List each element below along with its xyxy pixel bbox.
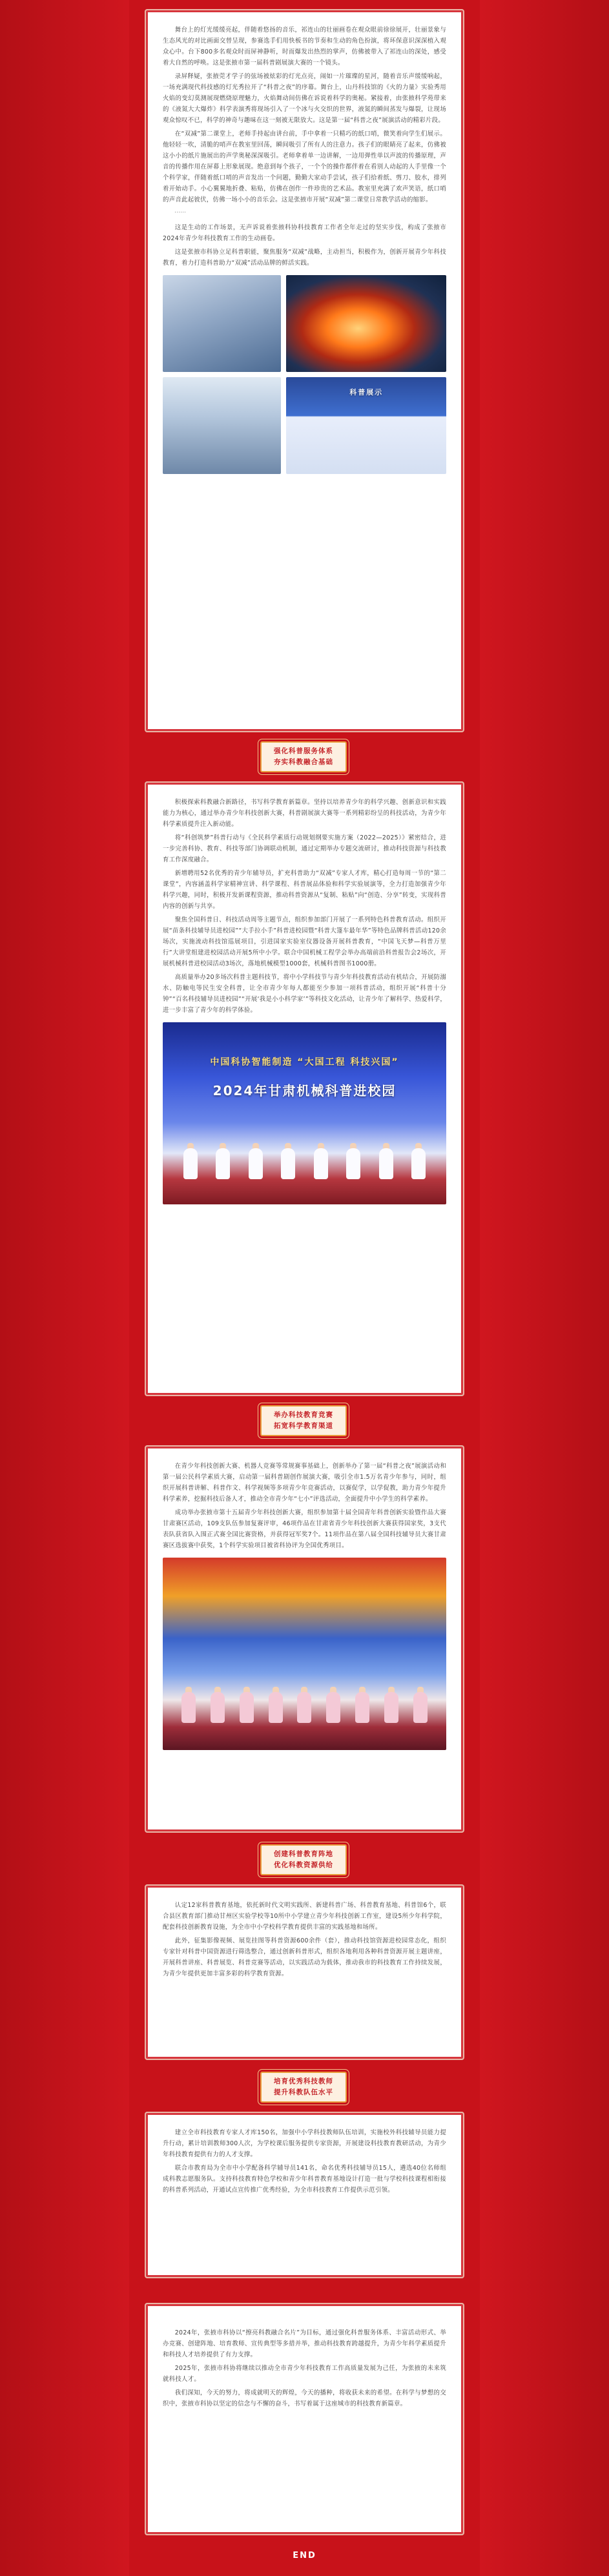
- performer: [314, 1148, 328, 1179]
- body-paragraph: 我们深知，今天的努力，将成就明天的辉煌，今天的播种，将收获未来的希望。在科学与梦想的交织中，张掖市科协以坚定的信念与不懈的奋斗，书写着属于这座城市的科技教育新篇章。: [163, 2389, 446, 2407]
- performer: [249, 1148, 263, 1179]
- body-paragraph: 联合市教育局为全市中小学配备科学辅导员141名，命名优秀科技辅导员15人，遴选40位名师组成科教志愿服务队。支持科技教育特色学校和青少年科普教育基地设计打造一批与学校科技课程相衔接的科普系列活动，开通试点宣传推广优秀经验，为全市科技教育工作提供示范引领。: [163, 2165, 446, 2194]
- performer: [411, 1148, 426, 1179]
- photo-grid: [163, 275, 446, 474]
- photo-banner-top: 中国科协智能制造 “大国工程 科技兴国”: [210, 1056, 399, 1067]
- section-tag-line: 举办科技教育竞赛: [274, 1411, 333, 1419]
- section-tag-line: 优化科教资源供给: [274, 1861, 333, 1869]
- body-paragraph: 2025年，张掖市科协将继续以推动全市青少年科技教育工作高质量发展为己任，为张掖的未来筑就科技人才。: [163, 2365, 446, 2383]
- body-paragraph: 将“科创筑梦”科普行动与《全民科学素质行动规划纲要实施方案（2022—2025）》紧密结合，进一步完善科协、教育、科技等部门协调联动机制，通过定期举办专题交流研讨，推动科技资源与科技教育工作深度融合。: [163, 834, 446, 863]
- performer: [346, 1148, 360, 1179]
- section-tag-2: [260, 1405, 347, 1436]
- performer: [384, 1692, 398, 1723]
- intro-paragraph: 舞台上的灯光缓缓亮起，伴随着悠扬的音乐，祁连山的壮丽画卷在观众眼前徐徐展开，壮丽景象与生态风光的对比画面交替呈现，参赛选手们用快板书的节奏和生动的角色扮演，将环保意识深深植入观众心中。台下800多名观众时而屏神静听，时而爆发出热烈的掌声，仿佛被带入了祁连山的深处，感受着大自然的呼唤。这是张掖市第一届科普剧展演大赛的一个镜头。: [163, 26, 446, 67]
- right-border-decoration: [480, 0, 609, 2576]
- left-border-decoration: [0, 0, 129, 2576]
- section-tag-line: 培育优秀科技教师: [274, 2077, 333, 2085]
- body-paragraph: 在青少年科技创新大赛、机器人竞赛等常规赛事基础上，创新举办了第一届“科普之夜”展演活动和第一届公民科学素质大赛，启动第一届科普剧创作展演大赛，吸引全市1.5万名青少年参与，同时，组织开展科普讲解、科普作文、科学视频等多项青少年竞赛活动，以赛促学，以学促教，助力青少年提升科学素养，挖掘科技后备人才，推动全市青少年“七小”评选活动，全面提升中小学生的科学素养。: [163, 1463, 446, 1503]
- conclusion-card: [145, 2303, 464, 2535]
- section-tag-line: 夯实科教融合基础: [274, 758, 333, 766]
- performer: [281, 1148, 295, 1179]
- performer: [413, 1692, 428, 1723]
- education-base-card: [145, 1884, 464, 2060]
- performer: [355, 1692, 369, 1723]
- body-paragraph: 认定12家科普教育基地，依托新时代文明实践所、新建科普广场、科普教育基地、科普馆6个，联合县区教育部门推动甘州区实验学校等10所中小学建立青少年科技创新工作室，建设5所少年科学院，配套科技创新教育设施，为全市中小学校科学教育提供丰富的实践基地和场所。: [163, 1902, 446, 1931]
- performer: [326, 1692, 340, 1723]
- classroom-photo: [163, 377, 281, 474]
- intro-paragraph: 这是张掖市科协立足科普职能，聚焦服务“双减”战略，主动担当，积极作为，创新开展青少年科技教育，着力打造科普助力“双减”活动品牌的鲜活实践。: [163, 249, 446, 267]
- body-paragraph: 建立全市科技教育专家人才库150名，加强中小学科技教师队伍培训，实施校外科技辅导员能力提升行动，累计培训教师300人次，为学校课后服务提供专家资源，开展建设科技教育教研活动，为青少年科技教育提供有力的人才支撑。: [163, 2129, 446, 2158]
- service-system-card: [145, 781, 464, 1396]
- performers-row: [174, 1692, 435, 1723]
- science-drama-stage-photo: [163, 1558, 446, 1750]
- fire-dragon-photo: [286, 275, 446, 372]
- end-label: END: [293, 2551, 316, 2561]
- body-paragraph: 成功举办张掖市第十五届青少年科技创新大赛，组织参加第十届全国青年科普创新实验暨作品大赛甘肃赛区活动，109支队伍参加复赛评审，46项作品在甘肃省青少年科技创新大赛获得国家奖，3支代表队获省队入围正式赛全国比赛资格，并获得冠军奖7个。11项作品在第八届全国科技辅导员大赛甘肃赛区选拔赛中获奖，1个科学实验项目被省科协评为全国优秀项目。: [163, 1509, 446, 1549]
- performer: [181, 1692, 196, 1723]
- robot-dance-photo: [163, 275, 281, 372]
- ellipsis-text: ……: [174, 208, 186, 214]
- intro-paragraph: 在“双减”第二课堂上，老师手持起由讲台前，手中拿着一只精巧的纸口哨，微笑着向学生们展示。他轻轻一吹，清脆的哨声在教室里回荡，瞬间吸引了所有人的注意力。孩子们的眼睛亮了起来，仿佛被这小小的纸片施展出的声学奥秘深深吸引。老师拿着单一边讲解，一边用弹性单以声波的传播原理，声音的传播作用在屏幕上形象展现。绝意到每个孩子，一个个的操作都伴着在看别人动起的人手里像一个个科学家，伴随着纸口哨的声音发出一个问题，勤勤大家动手尝试，孩子们拾着纸、剪刀、胶水，排列着开始动手。小心翼翼地折叠、粘贴，仿佛在创作一件珍贵的艺术品。教室里充满了欢声笑语，纸口哨的声音此起彼伏，仿佛一场小小的音乐会。这是张掖市开展“双减”第二课堂日常教学活动的缩影。: [163, 130, 446, 203]
- body-paragraph: 新增聘用52名优秀的青少年辅导员，扩充科普助力“双减”专家人才库，精心打造每周一节的“第二课堂”，内容涵盖科学家精神宣讲、科学课程、科普展品体验和科学实验展演等，全力打造加强青少年科学兴趣，同时，积极开发新课程资源，推动科普资源从“复制、粘贴”向“创造、分享”转变，实现科普内容的创新与共享。: [163, 870, 446, 910]
- intro-paragraph: 录屏释疑，张掖莞才学子的弦场被炫彩的灯光点亮，闹如一片璀璨的星河，随着音乐声缓缓响起，一场充满现代科技感的灯光秀拉开了“科普之夜”的序幕。舞台上，山丹科技馆的《火的力量》实验秀用火焰的变幻莫测展现燃烧原理魅力，火焰舞动间仿佛在诉说着科学的奥秘。紧接着，由张掖科学苑带来的《液氮大大爆炸》科学表演秀将现场引入了一个冰与火交织的世界，液氮的瞬间蒸发与爆裂，让现场观众惊叹不已，科学的神奇与趣味在这一刻被无限放大。这是第一届“科普之夜”展演活动的精彩片段。: [163, 73, 446, 124]
- body-paragraph: 积极探索科教融合新路径，书写科学教育新篇章。坚持以培养青少年的科学兴趣、创新意识和实践能力为核心，通过举办青少年科技创新大赛，科普剧展演大赛等一系列精彩纷呈的科技活动，为青少年科学素质提升注入新动能。: [163, 799, 446, 828]
- section-tag-1: [260, 741, 347, 772]
- section-tag-line: 强化科普服务体系: [274, 747, 333, 755]
- body-paragraph: 此外，征集影像视频、展览挂图等科普资源600余件（套），推动科技馆资源进校园常态化，组织专家针对科普中国资源进行筛选整合，通过创新科普形式，组织各地利用各种科普资源开展主题讲座，开展科普讲座、科普展览、科普竞赛等活动，以实践活动为载体，推动我市的科技教育工作持续发展，为青少年提供更加丰富多彩的科学教育资源。: [163, 1937, 446, 1977]
- section-tag-line: 拓宽科学教育渠道: [274, 1422, 333, 1430]
- teacher-training-card: [145, 2112, 464, 2278]
- body-paragraph: 高质量举办20多场次科普主题科技节，将中小学科技节与青少年科技教育活动有机结合，开展防溺水、防触电等民生安全科普，让全市青少年每人都能至少参加一项科普活动，组织开展“科普十分钟”“百名科技辅导员进校园”“开展‘我是小小科学家’”等科技文化活动，让青少年了解科学、热爱科学，进一步丰富了青少年的科学体验。: [163, 974, 446, 1014]
- performer: [240, 1692, 254, 1723]
- science-expo-photo: [286, 377, 446, 474]
- performer: [183, 1148, 198, 1179]
- body-paragraph: 2024年，张掖市科协以“擦亮科教融合名片”为目标，通过强化科普服务体系、丰富活动形式、举办竞赛、创建阵地、培育教师、宣传典型等多措并举，推动科技教育跨越提升，为青少年科学素质提升和科技人才培养提供了有力支撑。: [163, 2329, 446, 2358]
- photo-banner-title: 2024年甘肃机械科普进校园: [212, 1083, 397, 1099]
- competition-card: [145, 1445, 464, 1833]
- section-tag-3: [260, 1844, 347, 1875]
- intro-paragraph: 这是生动的工作场景，无声诉说着张掖科协科技教育工作者全年走过的坚实步伐，构成了张掖市2024年青少年科技教育工作的生动画卷。: [163, 224, 446, 242]
- performer: [269, 1692, 283, 1723]
- section-tag-4: [260, 2072, 347, 2103]
- performer: [379, 1148, 393, 1179]
- intro-card: [145, 9, 464, 732]
- performers-row: [174, 1148, 435, 1179]
- mechanical-science-stage-photo: [163, 1022, 446, 1204]
- performer: [297, 1692, 311, 1723]
- performer: [211, 1692, 225, 1723]
- body-paragraph: 聚焦全国科普日、科技活动周等主题节点，组织参加部门开展了一系列特色科普教育活动。组织开展“苗条科技辅导员进校园”“大手拉小手”科普进校园暨“科普大篷车最年华”等特色品牌科普活动120余场次，实施流动科技馆巡展项目，引进国家实验室仪器设备开展科普教育，“中国飞天梦—科普万里行”大讲堂组建进校园活动开展5所中小学。联合中国机械工程学会举办高端前沿科普报告会2场次，开展机械科普进校园活动3场次，落地机械模型1000套，机械科普图书1000册。: [163, 916, 446, 967]
- section-tag-line: 提升科教队伍水平: [274, 2088, 333, 2096]
- expo-caption: 科普展示: [349, 388, 384, 397]
- section-tag-line: 创建科普教育阵地: [274, 1850, 333, 1858]
- performer: [216, 1148, 230, 1179]
- article-column: [129, 0, 480, 2576]
